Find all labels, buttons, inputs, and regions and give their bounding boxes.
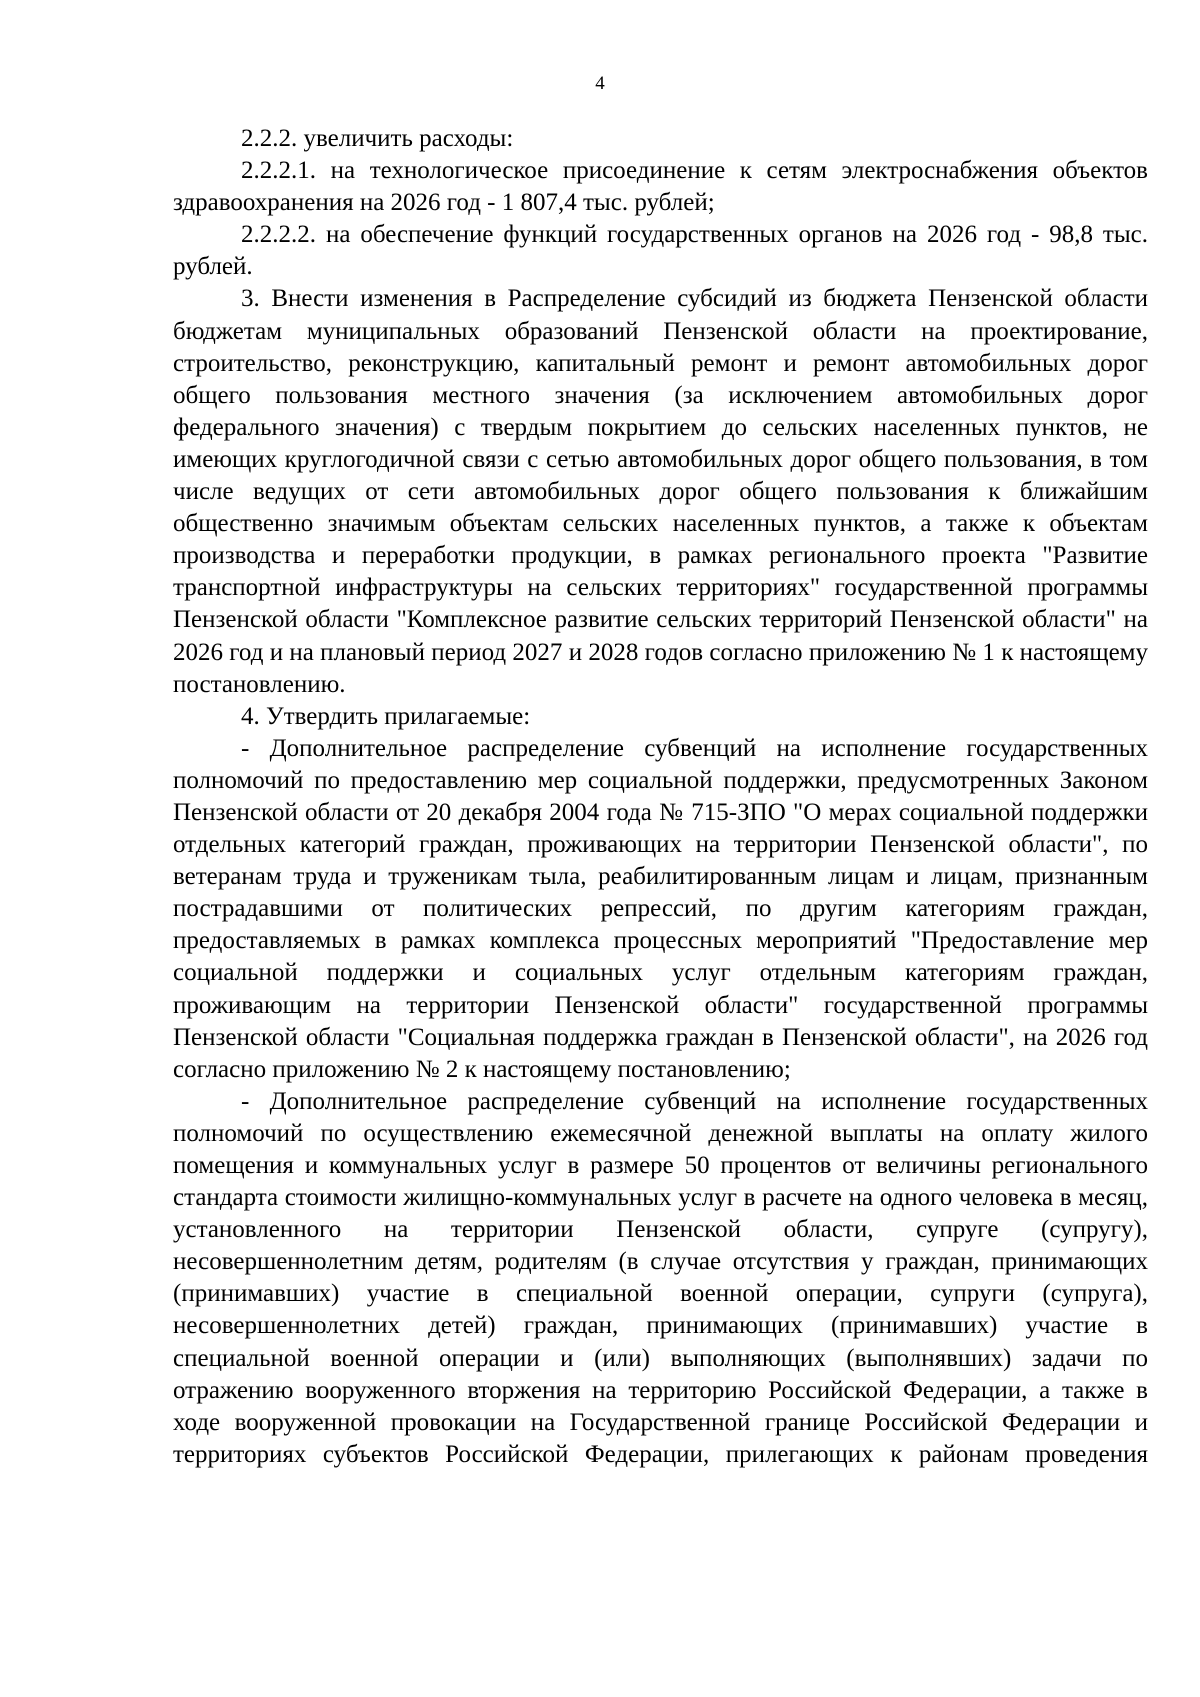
paragraph-2-2-2: 2.2.2. увеличить расходы: bbox=[241, 125, 514, 152]
page-number: 4 bbox=[595, 73, 605, 94]
document-body bbox=[173, 123, 1148, 1471]
paragraph-4-item-1: - Дополнительное распределение субвенций на исполнение государственных полномочий по предоставлению мер социальной поддержки, предусмотренных Законом Пензенской области от 20 декабря 2004 года № 715-ЗПО "О мерах социальной поддержки отдельных категорий граждан, проживающих на территории Пензенской области", по ветеранам труда и труженикам тыла, реабилитированным лицам и лицам, признанным пострадавшими от политических репрессий, по другим категориям граждан, предоставляемых в рамках комплекса процессных мероприятий "Предоставление мер социальной поддержки и социальных услуг отдельным категориям граждан, проживающим на территории Пензенской области" государственной программы Пензенской области "Социальная поддержка граждан в Пензенской области", на 2026 год согласно приложению № 2 к настоящему постановлению; bbox=[173, 734, 1148, 1083]
paragraph-2-2-2-2: 2.2.2.2. на обеспечение функций государственных органов на 2026 год - 98,8 тыс. рублей. bbox=[173, 221, 1148, 281]
paragraph-4: 4. Утвердить прилагаемые: bbox=[241, 702, 531, 730]
paragraph-4-item-2: - Дополнительное распределение субвенций на исполнение государственных полномочий по осуществлению ежемесячной денежной выплаты на оплату жилого помещения и коммунальных услуг в размере 50 процентов от величины регионального стандарта стоимости жилищно-коммунальных услуг в расчете на одного человека в месяц, установленного на территории Пензенской области, супруге (супругу), несовершеннолетним детям, родителям (в случае отсутствия у граждан, принимающих (принимавших) участие в специальной военной операции, супруги (супруга), несовершеннолетних детей) граждан, принимающих (принимавших) участие в специальной военной операции и (или) выполняющих (выполнявших) задачи по отражению вооруженного вторжения на территорию Российской Федерации, а также в ходе вооруженной провокации на Государственной границе Российской Федерации и территориях субъектов Российской Федерации, прилегающих к районам проведения bbox=[173, 1087, 1148, 1468]
paragraph-2-2-2-1: 2.2.2.1. на технологическое присоединение к сетям электроснабжения объектов здравоохранения на 2026 год - 1 807,4 тыс. рублей; bbox=[173, 157, 1148, 217]
paragraph-3: 3. Внести изменения в Распределение субсидий из бюджета Пензенской области бюджетам муниципальных образований Пензенской области на проектирование, строительство, реконструкцию, капитальный ремонт и ремонт автомобильных дорог общего пользования местного значения (за исключением автомобильных дорог федерального значения) с твердым покрытием до сельских населенных пунктов, не имеющих круглогодичной связи с сетью автомобильных дорог общего пользования, в том числе ведущих от сети автомобильных дорог общего пользования к ближайшим общественно значимым объектам сельских населенных пунктов, а также к объектам производства и переработки продукции, в рамках регионального проекта "Развитие транспортной инфраструктуры на сельских территориях" государственной программы Пензенской области "Комплексное развитие сельских территорий Пензенской области" на 2026 год и на плановый период 2027 и 2028 годов согласно приложению № 1 к настоящему постановлению. bbox=[173, 285, 1148, 698]
